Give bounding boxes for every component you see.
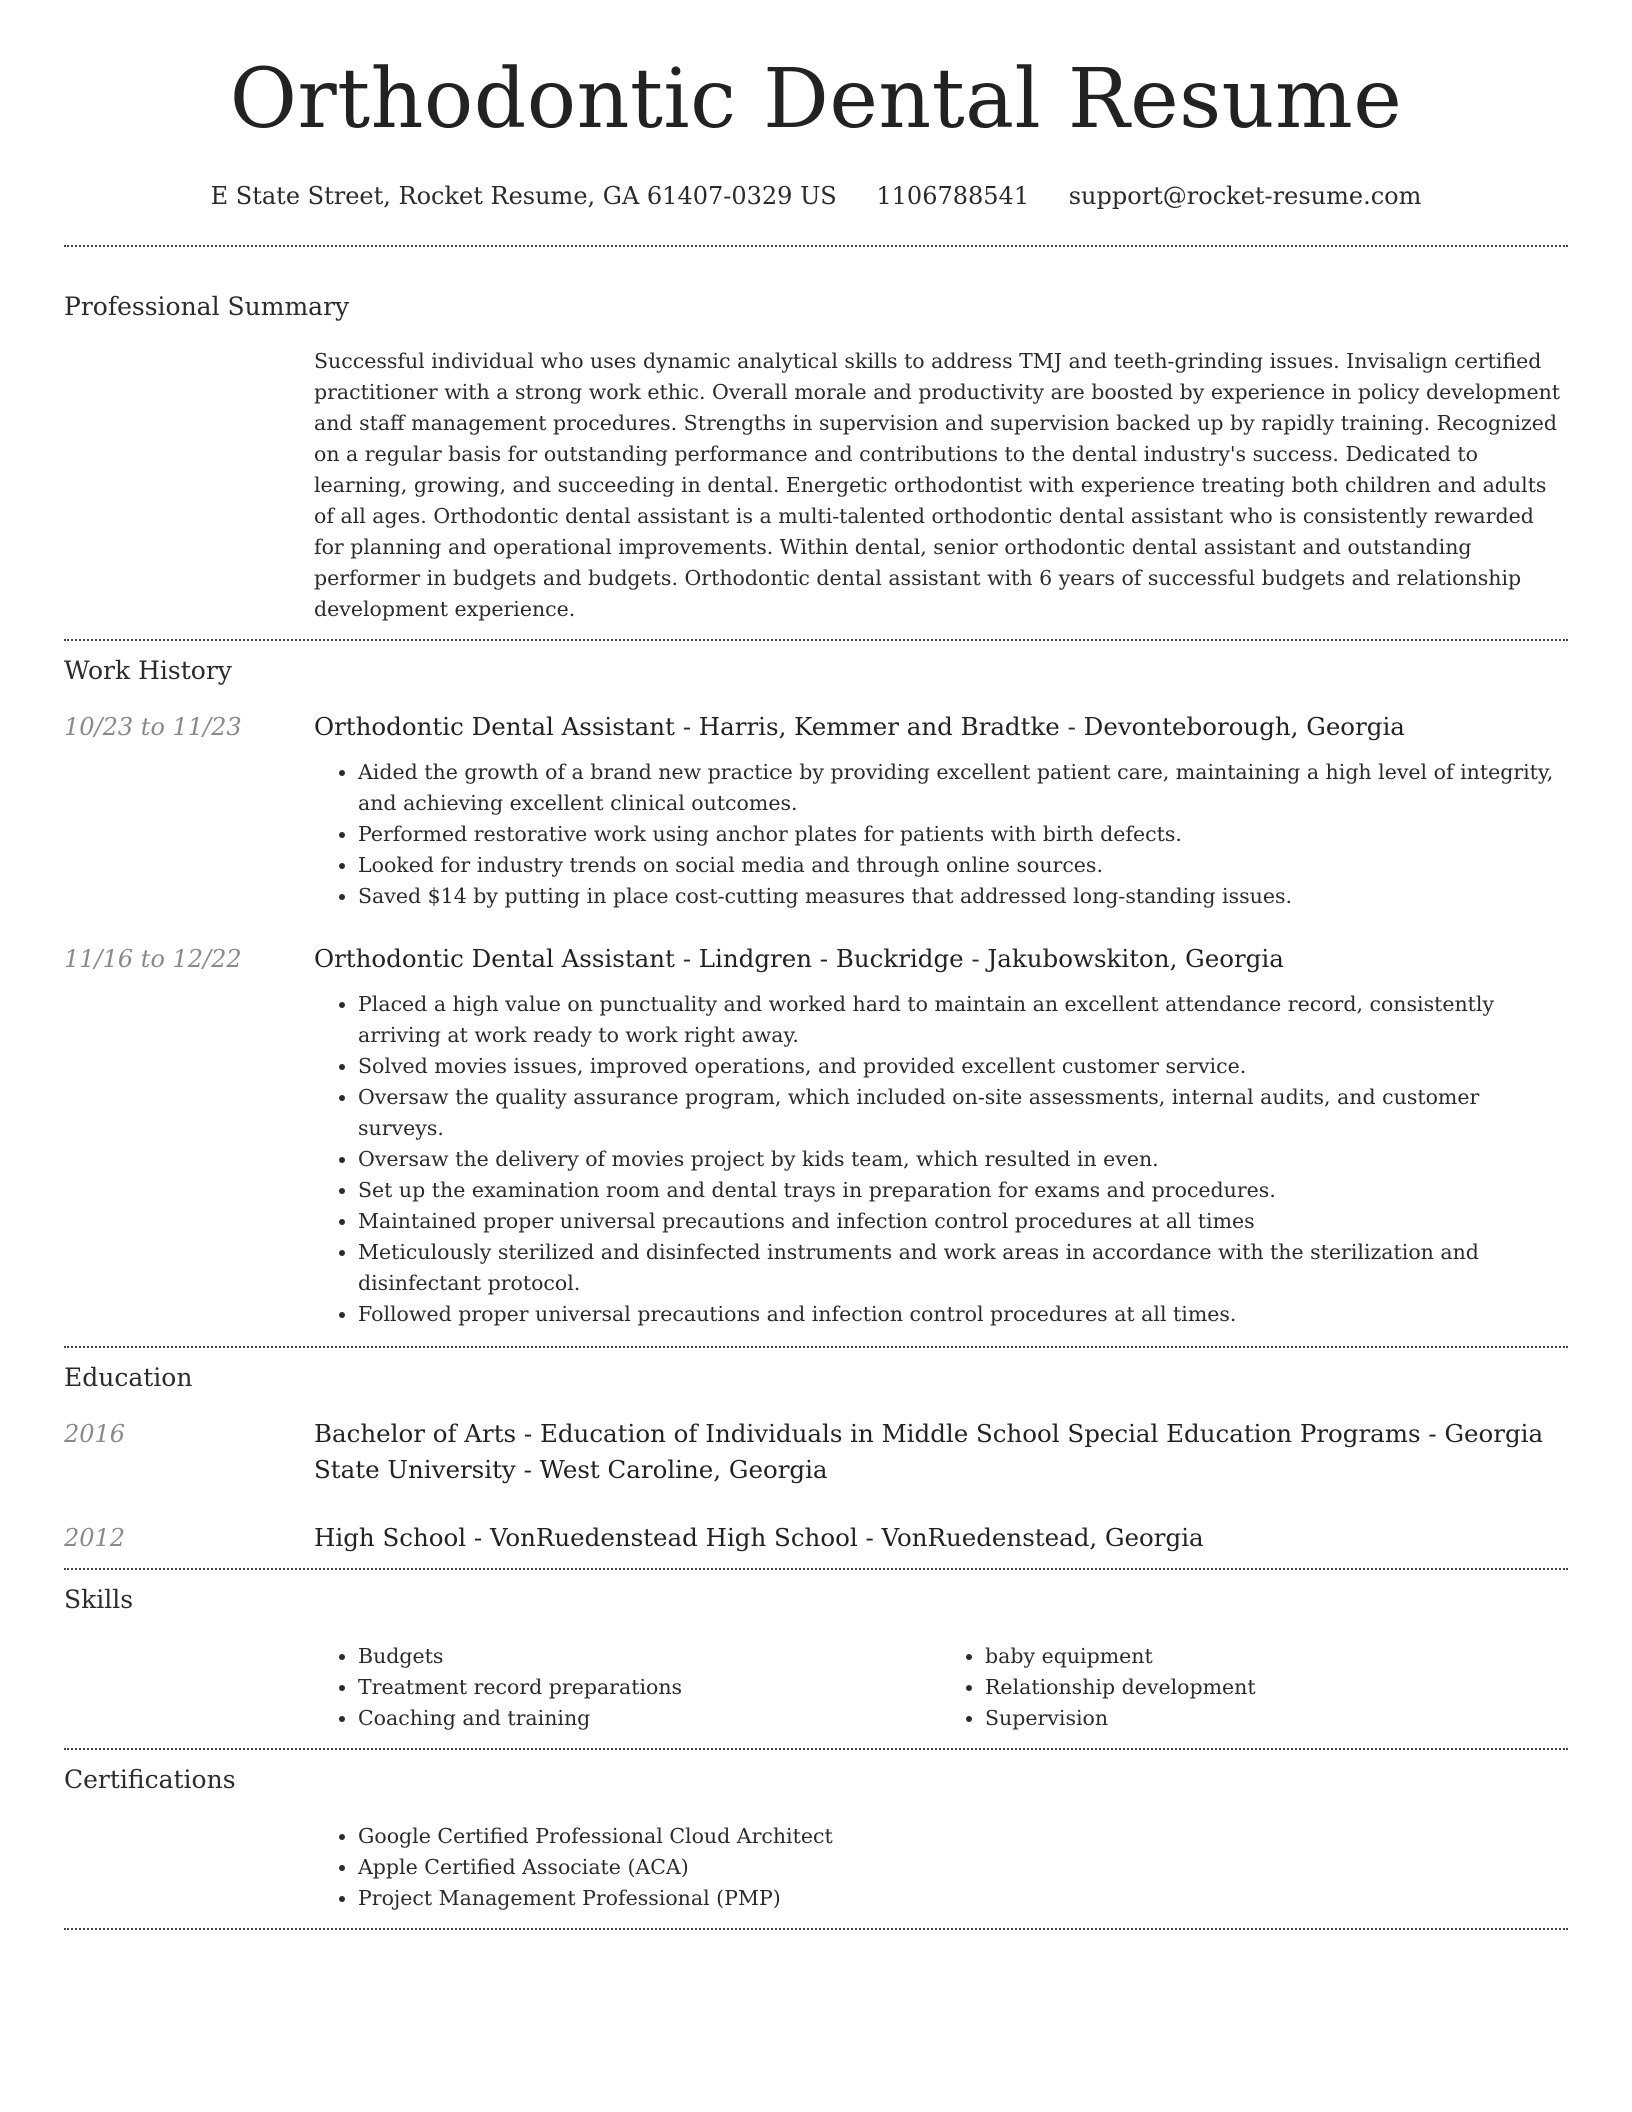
job-heading: Orthodontic Dental Assistant - Harris, Kemmer and Bradtke - Devonteborough, Georgia — [314, 712, 1405, 741]
education-location: VonRuedenstead, Georgia — [881, 1523, 1204, 1552]
education-school: VonRuedenstead High School — [489, 1523, 858, 1552]
certification-item: • Google Certified Professional Cloud Architect — [358, 1821, 1568, 1852]
phone: 1106788541 — [876, 182, 1030, 210]
divider — [64, 1346, 1568, 1348]
education-location: West Caroline, Georgia — [539, 1455, 828, 1484]
job-bullet: • Oversaw the quality assurance program, which included on-site assessments, internal audits, and customer surveys. — [358, 1082, 1568, 1144]
education-heading-text: High School - VonRuedenstead High School - VonRuedenstead, Georgia — [314, 1523, 1204, 1552]
education-heading: Education — [64, 1363, 193, 1392]
education-field: Education of Individuals in Middle School Special Education Programs — [539, 1419, 1421, 1448]
certification-item: • Apple Certified Associate (ACA) — [358, 1852, 1568, 1883]
education-entry — [64, 1520, 1568, 1556]
summary-heading: Professional Summary — [64, 292, 350, 321]
job-entry — [64, 941, 1568, 1330]
skill-item: • Budgets — [358, 1641, 941, 1672]
education-section — [64, 1361, 1568, 1568]
skills-list — [314, 1641, 1568, 1734]
job-employer: Harris, Kemmer and Bradtke — [698, 712, 1060, 741]
skill-item: • baby equipment — [985, 1641, 1568, 1672]
job-bullet: • Performed restorative work using anchor plates for patients with birth defects. — [358, 819, 1568, 850]
education-year: 2012 — [64, 1524, 126, 1552]
skill-item: • Supervision — [985, 1703, 1568, 1734]
certifications-heading: Certifications — [64, 1765, 236, 1794]
job-bullet: • Meticulously sterilized and disinfected instruments and work areas in accordance with the sterilization and disinfectant protocol. — [358, 1237, 1568, 1299]
job-employer: Lindgren - Buckridge — [698, 944, 964, 973]
divider — [64, 1928, 1568, 1930]
page-title: Orthodontic Dental Resume — [229, 52, 1403, 147]
job-location: Jakubowskiton, Georgia — [987, 944, 1284, 973]
education-degree: Bachelor of Arts — [314, 1419, 517, 1448]
job-dates: 10/23 to 11/23 — [64, 713, 242, 741]
job-role: Orthodontic Dental Assistant — [314, 712, 675, 741]
job-location: Devonteborough, Georgia — [1083, 712, 1405, 741]
job-bullet: • Followed proper universal precautions and infection control procedures at all times. — [358, 1299, 1568, 1330]
skills-heading: Skills — [64, 1585, 134, 1614]
job-heading: Orthodontic Dental Assistant - Lindgren - Buckridge - Jakubowskiton, Georgia — [314, 944, 1284, 973]
certifications-section — [64, 1763, 1568, 1928]
education-degree: High School — [314, 1523, 467, 1552]
skills-column — [314, 1641, 941, 1734]
job-bullet: • Saved $14 by putting in place cost-cutting measures that addressed long-standing issues. — [358, 881, 1568, 912]
summary-section — [64, 290, 1568, 625]
job-bullet: • Aided the growth of a brand new practice by providing excellent patient care, maintaining a high level of integrity, and achieving excellent clinical outcomes. — [358, 757, 1568, 819]
contact-line — [64, 180, 1568, 212]
skills-section — [64, 1583, 1568, 1748]
job-dates: 11/16 to 12/22 — [64, 945, 242, 973]
skill-item: • Coaching and training — [358, 1703, 941, 1734]
summary-text: Successful individual who uses dynamic analytical skills to address TMJ and teeth-grinding issues. Invisalign certified practitioner with a strong work ethic. Overall morale and productivity are boosted by experience in policy development and staff management procedures. Strengths in supervision and supervision backed up by rapidly training. Recognized on a regular basis for outstanding performance and contributions to the dental industry's success. Dedicated to learning, growing, and succeeding in dental. Energetic orthodontist with experience treating both children and adults of all ages. Orthodontic dental assistant is a multi-talented orthodontic dental assistant who is consistently rewarded for planning and operational improvements. Within dental, senior orthodontic dental assistant and outstanding performer in budgets and budgets. Orthodontic dental assistant with 6 years of successful budgets and relationship development experience. — [314, 349, 1561, 621]
certifications-bullets — [314, 1821, 1568, 1914]
certification-item: • Project Management Professional (PMP) — [358, 1883, 1568, 1914]
education-heading-text: Bachelor of Arts - Education of Individuals in Middle School Special Education Programs - Georgia State University - West Caroline, Georgia — [314, 1419, 1544, 1484]
job-bullet: • Maintained proper universal precautions and infection control procedures at all times — [358, 1206, 1568, 1237]
job-body — [314, 709, 1568, 912]
skill-item: • Treatment record preparations — [358, 1672, 941, 1703]
job-bullets — [314, 757, 1568, 912]
education-school: Georgia State University — [314, 1419, 1544, 1484]
work-history-heading: Work History — [64, 656, 232, 685]
divider — [64, 1568, 1568, 1570]
divider — [64, 639, 1568, 641]
job-bullets — [314, 989, 1568, 1330]
job-bullet: • Solved movies issues, improved operations, and provided excellent customer service. — [358, 1051, 1568, 1082]
job-bullet: • Placed a high value on punctuality and worked hard to maintain an excellent attendance record, consistently arriving at work ready to work right away. — [358, 989, 1568, 1051]
job-bullet: • Set up the examination room and dental trays in preparation for exams and procedures. — [358, 1175, 1568, 1206]
email: support@rocket-resume.com — [1068, 182, 1422, 210]
education-entry — [64, 1416, 1568, 1488]
education-year: 2016 — [64, 1420, 126, 1448]
certifications-list — [314, 1821, 1568, 1914]
skill-item: • Relationship development — [985, 1672, 1568, 1703]
divider — [64, 1748, 1568, 1750]
address: E State Street, Rocket Resume, GA 61407-0329 US — [210, 182, 837, 210]
job-role: Orthodontic Dental Assistant — [314, 944, 675, 973]
job-bullet: • Oversaw the delivery of movies project by kids team, which resulted in even. — [358, 1144, 1568, 1175]
divider — [64, 245, 1568, 247]
job-body — [314, 941, 1568, 1330]
work-history-section — [64, 654, 1568, 1346]
skills-column — [941, 1641, 1568, 1734]
job-bullet: • Looked for industry trends on social media and through online sources. — [358, 850, 1568, 881]
job-entry — [64, 709, 1568, 912]
